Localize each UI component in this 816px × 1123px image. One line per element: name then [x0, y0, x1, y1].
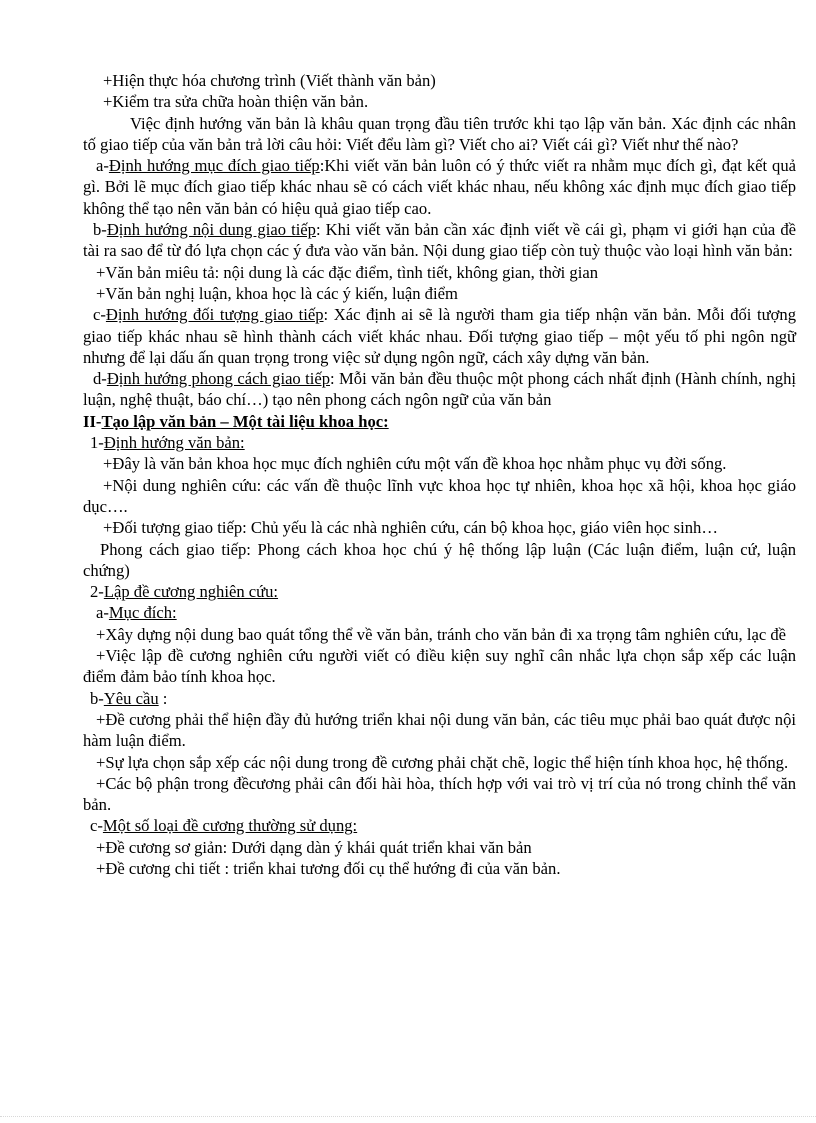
- list-item: +Nội dung nghiên cứu: các vấn đề thuộc lĩnh vực khoa học tự nhiên, khoa học xã hội, khoa học giáo dục….: [83, 475, 796, 516]
- heading-c: Định hướng đối tượng giao tiếp: [105, 305, 324, 325]
- item-prefix: c-: [90, 816, 103, 836]
- list-item: +Đề cương chi tiết : triển khai tương đối cụ thể hướng đi của văn bản.: [96, 858, 561, 878]
- subheading-title: Mục đích:: [108, 603, 177, 623]
- list-item: +Các bộ phận trong đềcương phải cân đối hài hòa, thích hợp với vai trò vị trí của nó trong chỉnh thể văn bản.: [83, 773, 796, 815]
- item-prefix: b-: [93, 220, 107, 240]
- page-bottom-divider: [0, 1116, 816, 1117]
- item-prefix: c-: [93, 305, 106, 325]
- subheading-2: [83, 581, 796, 602]
- paragraph-text: : Mỗi văn bản đều thuộc một phong cách nhất định (Hành chính, nghị luận, nghệ thuật, báo chí…) tạo nên phong cách ngôn ngữ của văn bản: [83, 369, 796, 410]
- subheading-title: Yêu cầu: [103, 688, 159, 708]
- heading-a: Định hướng mục đích giao tiếp: [108, 156, 320, 176]
- paragraph-d: [83, 368, 796, 411]
- paragraph-a: [83, 155, 796, 219]
- item-prefix: 1-: [90, 433, 104, 453]
- section-title: Tạo lập văn bản – Một tài liệu khoa học:: [101, 411, 389, 431]
- subheading-2a: [83, 602, 796, 623]
- list-item: +Xây dựng nội dung bao quát tổng thể về văn bản, tránh cho văn bản đi xa trọng tâm nghiên cứu, lạc đề: [96, 624, 786, 644]
- list-item: +Đây là văn bản khoa học mục đích nghiên cứu một vấn đề khoa học nhằm phục vụ đời sống.: [103, 454, 727, 474]
- list-item: +Văn bản miêu tả: nội dung là các đặc điểm, tình tiết, không gian, thời gian: [96, 262, 598, 282]
- list-item: +Đề cương sơ giản: Dưới dạng dàn ý khái quát triển khai văn bản: [96, 837, 532, 857]
- section-prefix: II-: [83, 411, 102, 431]
- paragraph-b: [83, 219, 796, 262]
- subheading-2c: [83, 815, 796, 836]
- subheading-colon: :: [158, 688, 168, 708]
- subheading-1: [83, 432, 796, 453]
- list-item: Phong cách giao tiếp: Phong cách khoa học chú ý hệ thống lập luận (Các luận điểm, luận cứ, luận chứng): [83, 539, 796, 580]
- item-prefix: a-: [96, 156, 109, 176]
- list-item: +Đối tượng giao tiếp: Chủ yếu là các nhà nghiên cứu, cán bộ khoa học, giáo viên học sinh…: [103, 518, 718, 538]
- paragraph-c: [83, 304, 796, 368]
- list-item: +Hiện thực hóa chương trình (Viết thành văn bản): [103, 71, 436, 90]
- list-item: +Đề cương phải thể hiện đầy đủ hướng triển khai nội dung văn bản, các tiêu mục phải bao quát được nội hàm luận điểm.: [83, 709, 796, 751]
- subheading-title: Định hướng văn bản:: [103, 433, 245, 453]
- list-item: +Kiểm tra sửa chữa hoàn thiện văn bản.: [103, 92, 369, 112]
- item-prefix: 2-: [90, 582, 104, 602]
- heading-d: Định hướng phong cách giao tiếp: [106, 369, 331, 389]
- paragraph-text: :Khi viết văn bản luôn có ý thức viết ra nhằm mục đích gì, đạt kết quả gì. Bởi lẽ mục đích giao tiếp khác nhau sẽ có cách viết khác nhau, nếu không xác định mục đích giao tiếp không thể tạo nên văn bản có hiệu quả giao tiếp cao.: [83, 156, 796, 218]
- heading-b: Định hướng nội dung giao tiếp: [106, 220, 316, 240]
- list-item: +Việc lập đề cương nghiên cứu người viết có điều kiện suy nghĩ cân nhắc lựa chọn sắp xếp các luận điểm đảm bảo tính khoa học.: [83, 646, 796, 687]
- paragraph: Việc định hướng văn bản là khâu quan trọng đầu tiên trước khi tạo lập văn bản. Xác định các nhân tố giao tiếp của văn bản trả lời câu hỏi: Viết đểu làm gì? Viết cho ai? Viết cái gì? Viết như thế nào?: [83, 113, 796, 154]
- list-item: +Sự lựa chọn sắp xếp các nội dung trong đề cương phải chặt chẽ, logic thể hiện tính khoa học, hệ thống.: [96, 752, 789, 772]
- subheading-title: Một số loại đề cương thường sử dụng:: [102, 816, 358, 836]
- item-prefix: d-: [93, 369, 107, 389]
- list-item: +Văn bản nghị luận, khoa học là các ý kiến, luận điểm: [96, 283, 458, 303]
- paragraph-text: : Xác định ai sẽ là người tham gia tiếp nhận văn bản. Mỗi đối tượng giao tiếp khác nhau sẽ hình thành cách viết khác nhau. Đối tượng giao tiếp – một yếu tố phi ngôn ngữ nhưng để lại dấu ấn quan trọng trong việc sử dụng ngôn ngữ, cách xây dựng văn bản.: [83, 305, 797, 367]
- subheading-title: Lập đề cương nghiên cứu:: [103, 582, 279, 602]
- item-prefix: b-: [90, 688, 104, 708]
- item-prefix: a-: [96, 603, 109, 623]
- subheading-2b: [83, 688, 796, 709]
- paragraph-text: : Khi viết văn bản cần xác định viết về cái gì, phạm vi giới hạn của đề tài ra sao để từ đó lựa chọn các ý đưa vào văn bản. Nội dung giao tiếp còn tuỳ thuộc vào loại hình văn bản:: [83, 220, 796, 261]
- section-heading-2: [83, 411, 796, 432]
